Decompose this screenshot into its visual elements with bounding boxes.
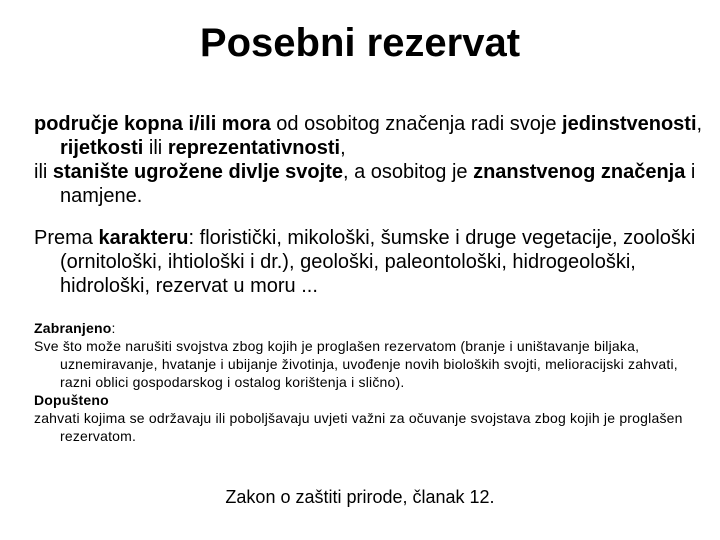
- text-segment: ili: [34, 161, 53, 183]
- text-segment: : floristički, mikološki, šumske i druge vegetacije, zoološki (ornitološki, ihtiološki i dr.), geološki, paleontološki, hidrogeološki, hidrološki, rezervat u moru ...: [60, 227, 696, 297]
- text-segment: ,: [696, 113, 703, 135]
- term-scientific-significance: znanstvenog značenja: [473, 161, 686, 183]
- definition-block: [34, 112, 704, 208]
- allowed-text: zahvati kojima se održavaju ili poboljšavaju uvjeti važni za očuvanje svojstava zbog kojih je proglašen rezervatom.: [34, 410, 683, 444]
- allowed-label: Dopušteno: [34, 392, 109, 408]
- text-segment: :: [111, 320, 116, 336]
- allowed-heading: [34, 391, 704, 409]
- text-segment: ,: [340, 137, 346, 159]
- definition-paragraph-1: [34, 112, 704, 160]
- page-title: Posebni rezervat: [199, 21, 521, 65]
- character-paragraph: [34, 226, 704, 298]
- text-segment: od osobitog značenja radi svoje: [270, 113, 563, 135]
- forbidden-text: Sve što može narušiti svojstva zbog kojih je proglašen rezervatom (branje i uništavanje biljaka, uznemiravanje, hvatanje i ubijanje životinja, uvođenje novih bioloških svojti, melioracijski zahvati, razni oblici gospodarskog i ostalog korištenja i slično).: [34, 338, 678, 390]
- forbidden-heading: [34, 319, 704, 337]
- term-representativeness: reprezentativnosti: [167, 137, 341, 159]
- term-rarity: rijetkosti: [60, 137, 144, 159]
- term-character: karakteru: [98, 227, 189, 249]
- definition-paragraph-2: [34, 160, 704, 208]
- term-uniqueness: jedinstvenosti: [562, 113, 697, 135]
- source-citation: Zakon o zaštiti prirode, članak 12.: [225, 487, 495, 507]
- text-segment: Prema: [34, 227, 99, 249]
- rules-block: [34, 319, 704, 445]
- text-segment: i namjene.: [60, 161, 696, 207]
- text-segment: ili: [143, 137, 168, 159]
- forbidden-label: Zabranjeno: [34, 320, 112, 336]
- term-habitat: stanište ugrožene divlje svojte: [52, 161, 343, 183]
- text-segment: , a osobitog je: [342, 161, 474, 183]
- term-area: područje kopna i/ili mora: [34, 113, 271, 135]
- character-block: [34, 226, 704, 298]
